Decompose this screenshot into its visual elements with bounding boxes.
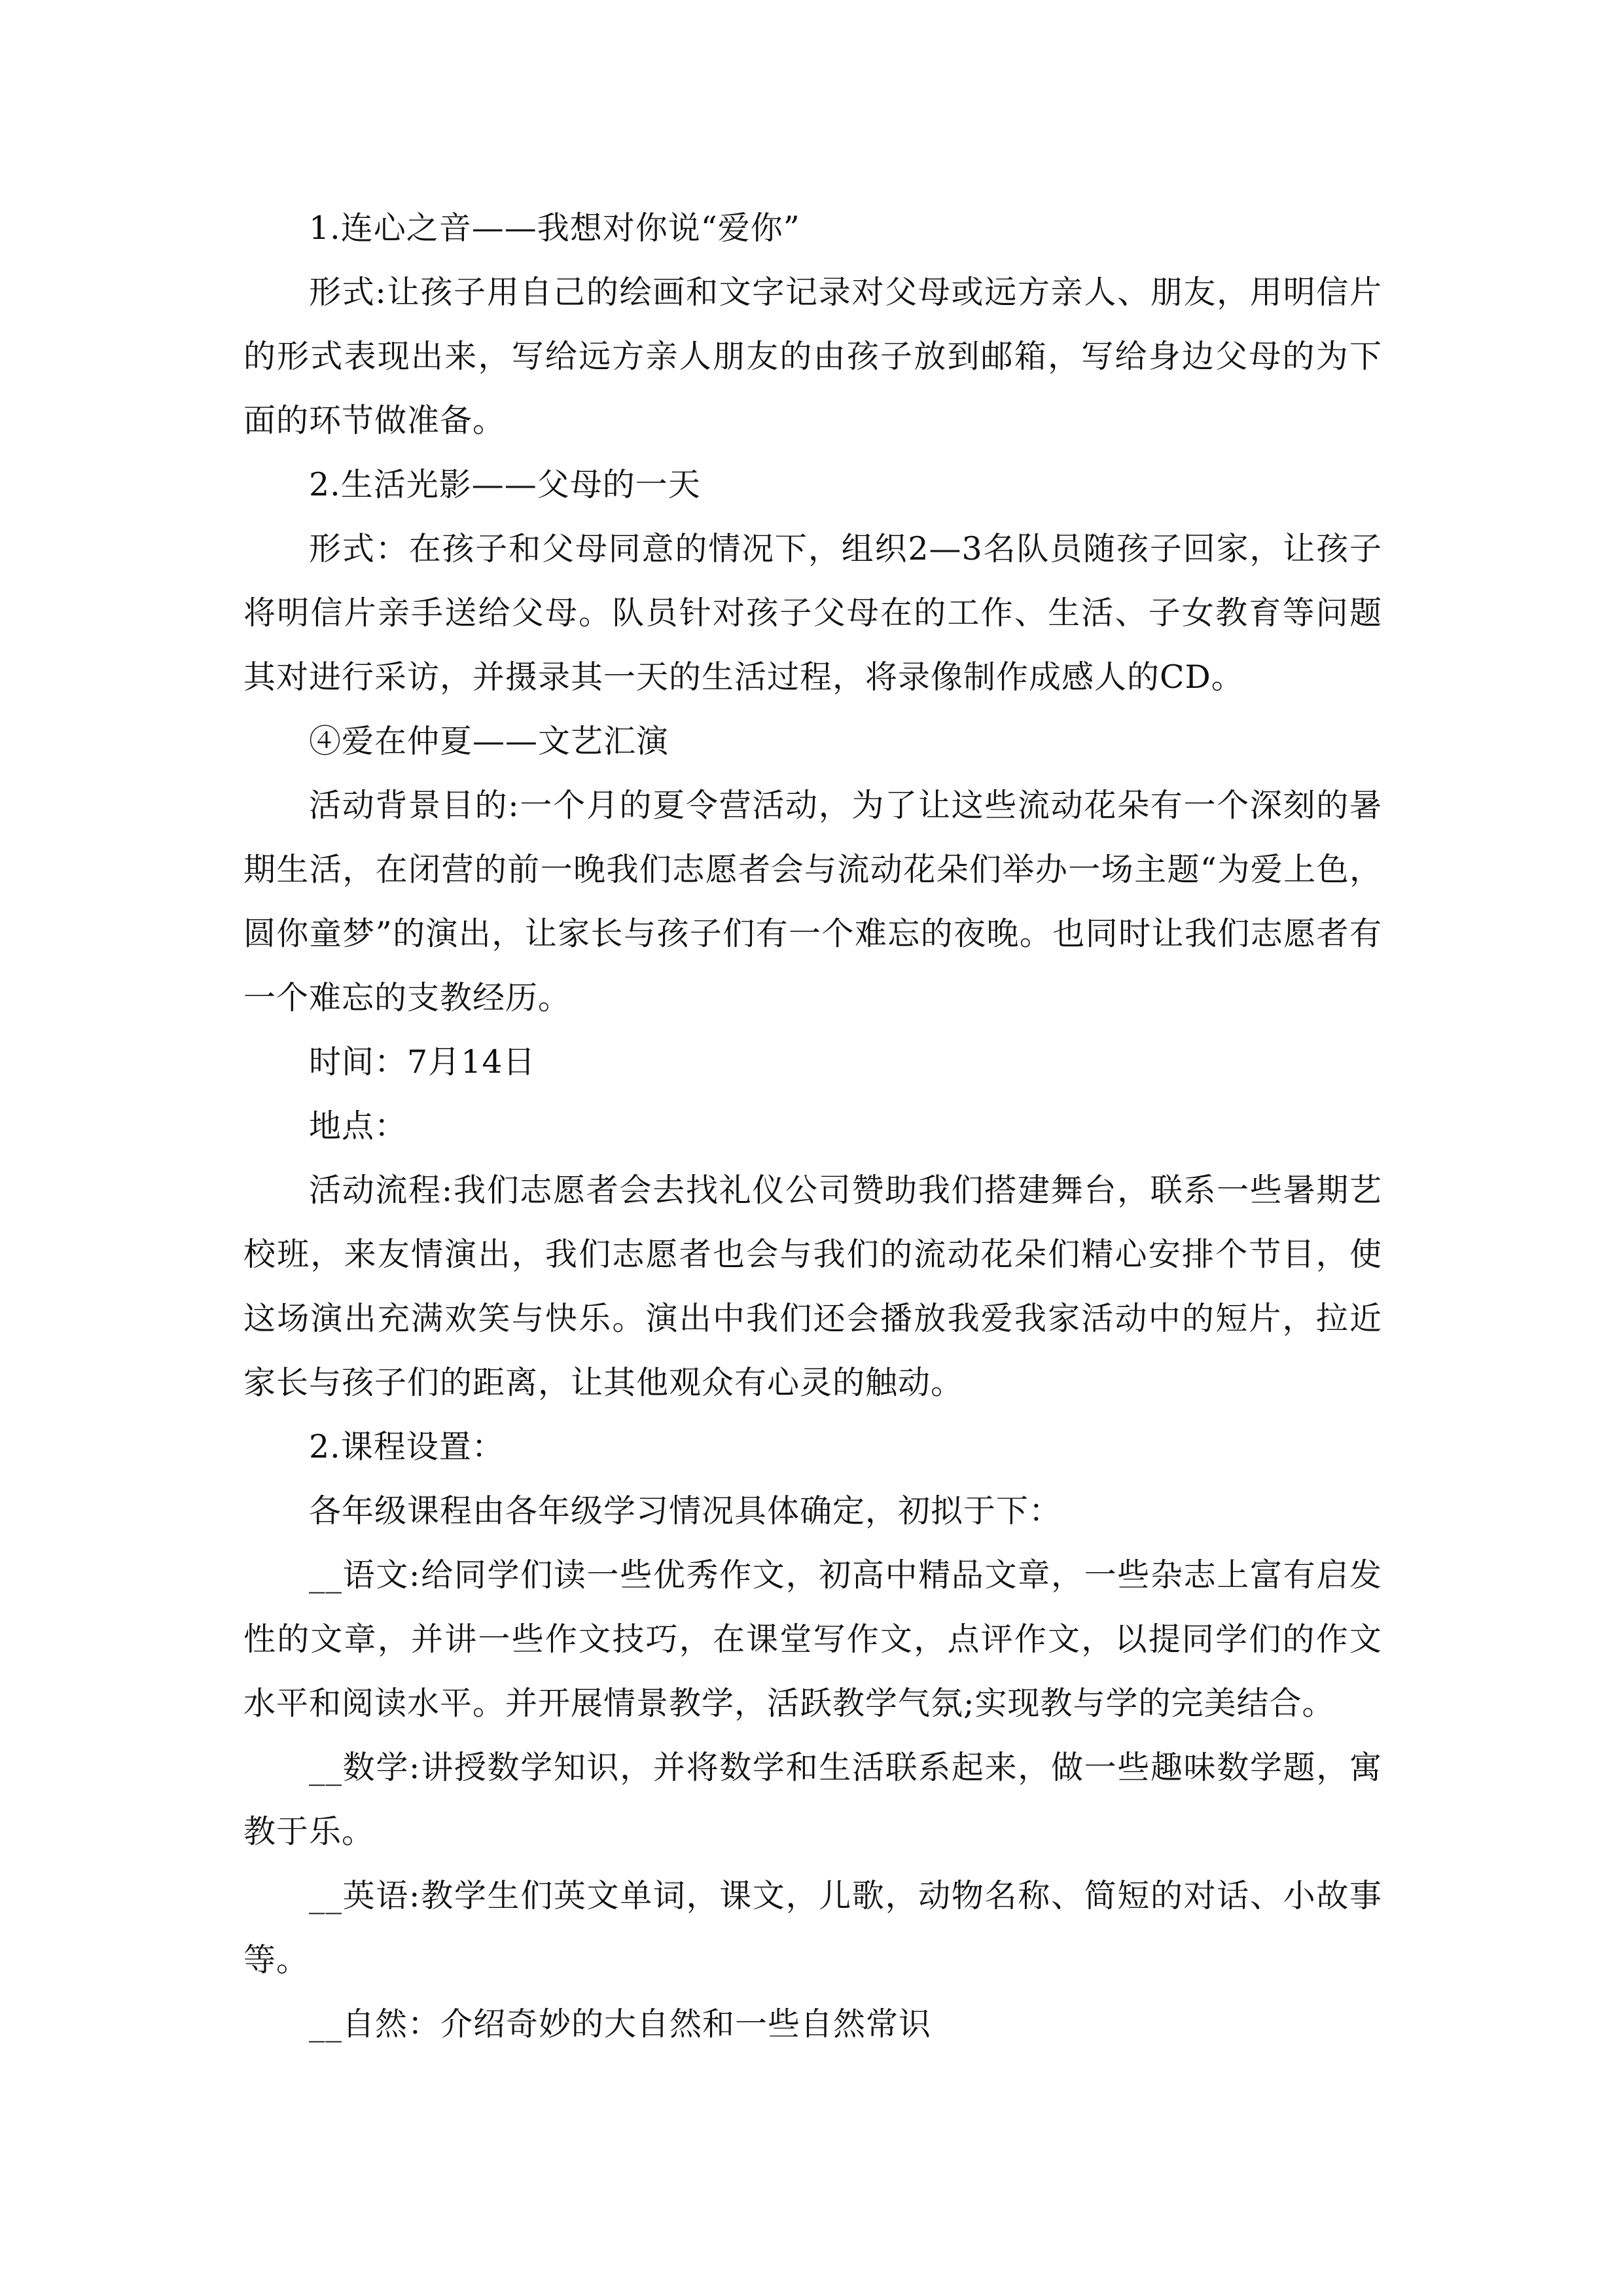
paragraph-english: __英语:教学生们英文单词，课文，儿歌，动物名称、简短的对话、小故事等。 <box>243 1877 1382 1979</box>
paragraph-time: 时间：7月14日 <box>309 1043 536 1081</box>
paragraph-chinese: __语文:给同学们读一些优秀作文，初高中精品文章，一些杂志上富有启发性的文章，并讲一些作文技巧，在课堂写作文，点评作文，以提同学们的作文水平和阅读水平。并开展情景教学，活跃教学气氛;实现教与学的完美结合。 <box>243 1556 1382 1722</box>
paragraph-form-postcard: 形式:让孩子用自己的绘画和文字记录对父母或远方亲人、朋友，用明信片的形式表现出来，写给远方亲人朋友的由孩子放到邮箱，写给身边父母的为下面的环节做准备。 <box>243 274 1382 439</box>
section-heading-parents-day: 2.生活光影——父母的一天 <box>309 466 701 503</box>
paragraph-curriculum-intro: 各年级课程由各年级学习情况具体确定，初拟于下： <box>309 1492 1062 1530</box>
section-heading-heart-voice: 1.连心之音——我想对你说“爱你” <box>309 209 800 247</box>
paragraph-location: 地点： <box>309 1107 408 1145</box>
section-heading-curriculum: 2.课程设置： <box>309 1428 505 1465</box>
paragraph-form-visit: 形式：在孩子和父母同意的情况下，组织2—3名队员随孩子回家，让孩子将明信片亲手送给父母。队员针对孩子父母在的工作、生活、子女教育等问题其对进行采访，并摄录其一天的生活过程，将录像制作成感人的CD。 <box>243 530 1382 696</box>
paragraph-nature: __自然：介绍奇妙的大自然和一些自然常识 <box>309 2005 932 2043</box>
paragraph-math: __数学:讲授数学知识，并将数学和生活联系起来，做一些趣味数学题，寓教于乐。 <box>243 1749 1382 1850</box>
paragraph-background-purpose: 活动背景目的:一个月的夏令营活动，为了让这些流动花朵有一个深刻的暑期生活，在闭营的前一晚我们志愿者会与流动花朵们举办一场主题“为爱上色，圆你童梦”的演出，让家长与孩子们有一个难忘的夜晚。也同时让我们志愿者有一个难忘的支教经历。 <box>243 787 1382 1016</box>
section-heading-performance: ④爱在仲夏——文艺汇演 <box>309 723 669 760</box>
paragraph-activity-process: 活动流程:我们志愿者会去找礼仪公司赞助我们搭建舞台，联系一些暑期艺校班，来友情演出，我们志愿者也会与我们的流动花朵们精心安排个节目，使这场演出充满欢笑与快乐。演出中我们还会播放我爱我家活动中的短片，拉近家长与孩子们的距离，让其他观众有心灵的触动。 <box>243 1172 1382 1401</box>
document-body <box>243 196 1382 2056</box>
